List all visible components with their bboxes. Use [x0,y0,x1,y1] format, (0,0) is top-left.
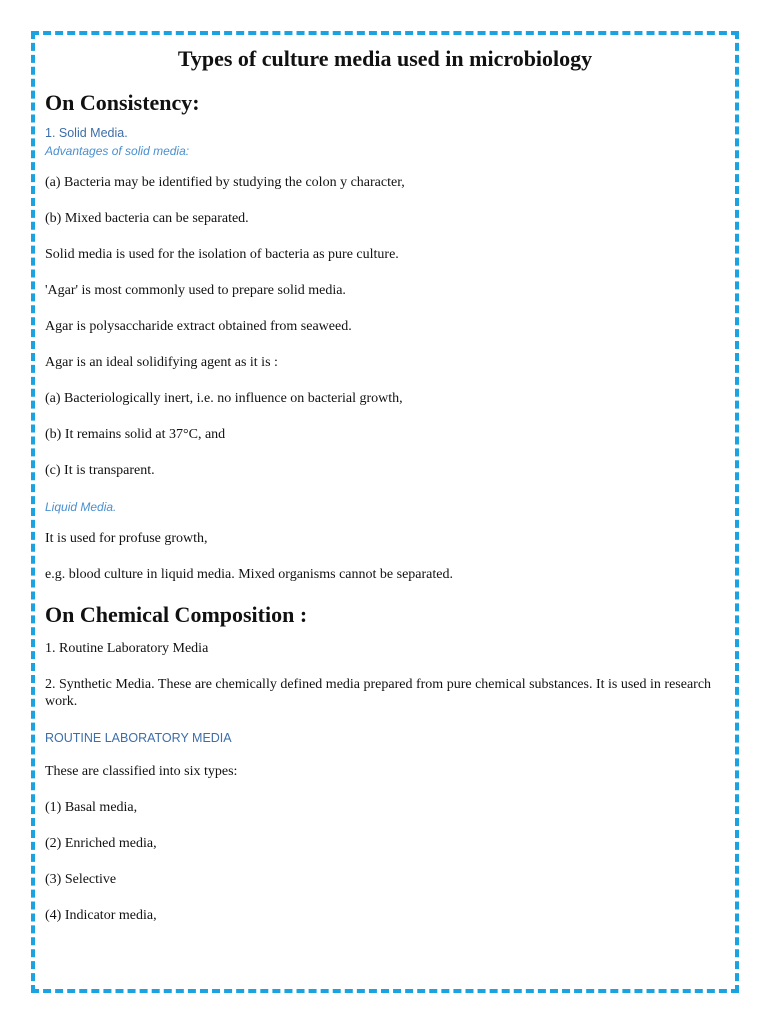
subheading-routine-laboratory-media: ROUTINE LABORATORY MEDIA [45,731,232,745]
document-title: Types of culture media used in microbiology [177,46,593,71]
paragraph: (b) Mixed bacteria can be separated. [45,211,249,226]
subheading-liquid-media: Liquid Media. [45,500,117,514]
paragraph: These are classified into six types: [45,764,238,779]
heading-on-consistency: On Consistency: [45,90,200,115]
document-body [45,44,725,943]
list-item: (1) Basal media, [45,800,138,815]
list-item: (3) Selective [45,872,117,887]
paragraph: (b) It remains solid at 37°C, and [45,427,226,442]
list-item: (2) Enriched media, [45,836,157,851]
heading-on-chemical-composition: On Chemical Composition : [45,602,308,627]
subheading-solid-media: 1. Solid Media. [45,126,128,140]
paragraph: It is used for profuse growth, [45,531,208,546]
paragraph: Agar is an ideal solidifying agent as it is : [45,355,278,370]
paragraph: e.g. blood culture in liquid media. Mixed organisms cannot be separated. [45,567,453,582]
paragraph: 1. Routine Laboratory Media [45,641,209,656]
paragraph: (a) Bacteriologically inert, i.e. no influence on bacterial growth, [45,391,403,406]
paragraph: 'Agar' is most commonly used to prepare solid media. [45,283,346,298]
list-item: (4) Indicator media, [45,908,157,923]
paragraph: Solid media is used for the isolation of bacteria as pure culture. [45,247,399,262]
paragraph: (a) Bacteria may be identified by studying the colon y character, [45,175,405,190]
subheading-solid-advantages: Advantages of solid media: [45,144,190,158]
paragraph: 2. Synthetic Media. These are chemically defined media prepared from pure chemical substances. It is used in research work. [45,677,712,709]
paragraph: (c) It is transparent. [45,463,155,478]
paragraph: Agar is polysaccharide extract obtained from seaweed. [45,319,352,334]
